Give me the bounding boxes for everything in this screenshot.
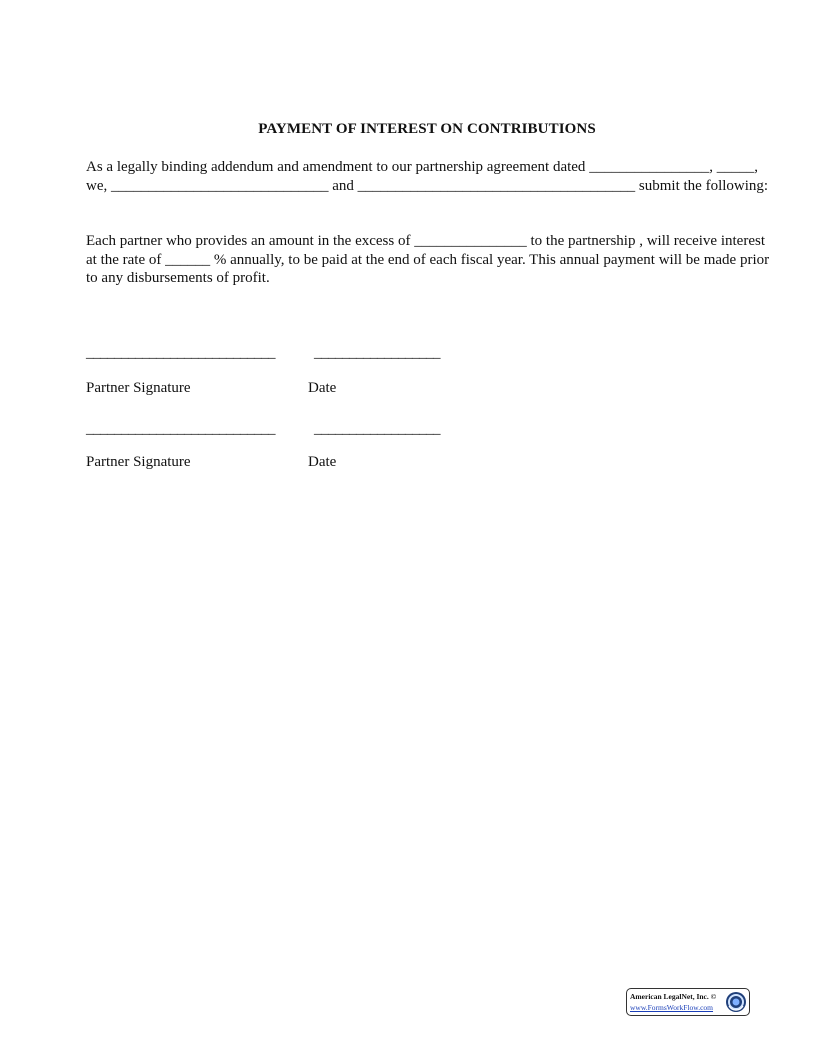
paragraph-text: and [328, 177, 358, 194]
paragraph-text: Each partner who provides an amount in the excess of [86, 233, 415, 249]
signature-date-line[interactable]: __________________ [314, 421, 440, 437]
date-label: Date [308, 380, 337, 396]
paragraph-text: , we, [86, 159, 758, 194]
addendum-paragraph [86, 158, 770, 195]
interest-rate-blank[interactable]: ______ [165, 251, 211, 268]
legalnet-logo-icon [725, 991, 747, 1013]
partner-signature-line[interactable]: ___________________________ [86, 345, 275, 361]
paragraph-text: , [709, 159, 717, 175]
badge-website-link[interactable]: www.FormsWorkFlow.com [630, 1003, 714, 1012]
partner-signature-label: Partner Signature [86, 380, 191, 396]
paragraph-text: As a legally binding addendum and amendment to our partnership agreement dated [86, 159, 590, 175]
agreement-year-blank[interactable]: _____ [716, 159, 755, 175]
interest-paragraph [86, 232, 770, 288]
paragraph-text: to the partnership , will receive interest at the rate of [86, 233, 765, 268]
badge-company-name: American LegalNet, Inc. © [630, 992, 717, 1001]
agreement-date-blank[interactable]: ________________ [589, 159, 710, 175]
partner-one-name-blank[interactable]: _____________________________ [111, 177, 329, 194]
paragraph-text: submit the following: [635, 177, 769, 194]
partner-two-name-blank[interactable]: _____________________________________ [357, 177, 636, 194]
date-label: Date [308, 454, 337, 470]
paragraph-text: % annually, to be paid at the end of each fiscal year. This annual payment will be made prior to any disbursements of profit. [86, 251, 770, 286]
contribution-amount-blank[interactable]: _______________ [414, 233, 527, 249]
document-title: PAYMENT OF INTEREST ON CONTRIBUTIONS [258, 121, 596, 137]
legalnet-badge[interactable] [626, 988, 750, 1016]
partner-signature-line[interactable]: ___________________________ [86, 421, 275, 437]
signature-date-line[interactable]: __________________ [314, 345, 440, 361]
partner-signature-label: Partner Signature [86, 454, 191, 470]
